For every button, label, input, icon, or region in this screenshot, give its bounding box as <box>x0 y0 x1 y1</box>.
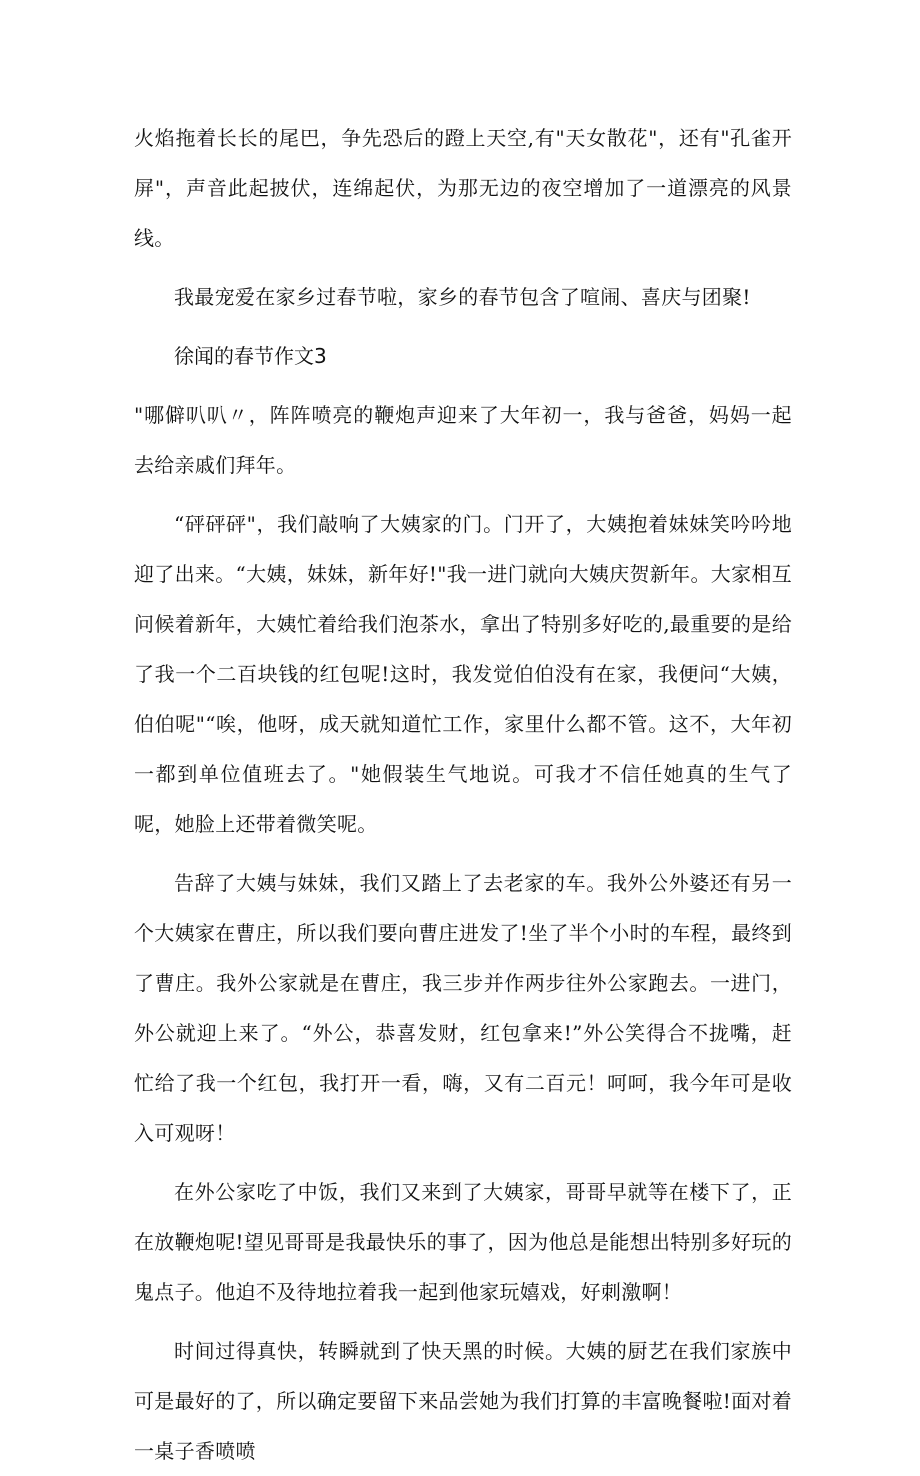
paragraph-gap <box>134 849 792 858</box>
document-body <box>134 113 792 1476</box>
paragraph-gap <box>134 1158 792 1167</box>
section-heading: 徐闻的春节作文3 <box>174 344 327 368</box>
paragraph-gap <box>134 381 792 390</box>
paragraph-gap <box>134 490 792 499</box>
paragraph-gap <box>134 1317 792 1326</box>
paragraph-1: 火焰拖着长长的尾巴，争先恐后的蹬上天空,有"天女散花"，还有"孔雀开屏"，声音此起披伏，连绵起伏，为那无边的夜空增加了一道漂亮的风景线。 <box>134 126 792 250</box>
paragraph-4: “砰砰砰"，我们敲响了大姨家的门。门开了，大姨抱着妹妹笑吟吟地迎了出来。“大姨，妹妹，新年好!"我一进门就向大姨庆贺新年。大家相互问候着新年，大姨忙着给我们泡茶水，拿出了特别多好吃的,最重要的是给了我一个二百块钱的红包呢!这时，我发觉伯伯没有在家，我便问“大姨，伯伯呢"“唉，他呀，成天就知道忙工作，家里什么都不管。这不，大年初一都到单位值班去了。"她假装生气地说。可我才不信任她真的生气了呢，她脸上还带着微笑呢。 <box>134 512 792 836</box>
paragraph-gap <box>134 322 792 331</box>
paragraph-2: 我最宠爱在家乡过春节啦，家乡的春节包含了喧闹、喜庆与团聚! <box>174 285 751 309</box>
paragraph-6: 在外公家吃了中饭，我们又来到了大姨家，哥哥早就等在楼下了，正在放鞭炮呢!望见哥哥是我最快乐的事了，因为他总是能想出特别多好玩的鬼点子。他迫不及待地拉着我一起到他家玩嬉戏，好刺激啊！ <box>134 1180 792 1304</box>
paragraph-3: "哪僻叭叭〃，阵阵喷亮的鞭炮声迎来了大年初一，我与爸爸，妈妈一起去给亲戚们拜年。 <box>134 403 792 477</box>
paragraph-gap <box>134 263 792 272</box>
paragraph-7: 时间过得真快，转瞬就到了快天黑的时候。大姨的厨艺在我们家族中可是最好的了，所以确定要留下来品尝她为我们打算的丰富晚餐啦!面对着一桌子香喷喷 <box>134 1339 792 1463</box>
paragraph-5: 告辞了大姨与妹妹，我们又踏上了去老家的车。我外公外婆还有另一个大姨家在曹庄，所以我们要向曹庄进发了!坐了半个小时的车程，最终到了曹庄。我外公家就是在曹庄，我三步并作两步往外公家跑去。一进门，外公就迎上来了。“外公，恭喜发财，红包拿来!”外公笑得合不拢嘴，赶忙给了我一个红包，我打开一看，嗨，又有二百元！呵呵，我今年可是收入可观呀！ <box>134 871 792 1145</box>
